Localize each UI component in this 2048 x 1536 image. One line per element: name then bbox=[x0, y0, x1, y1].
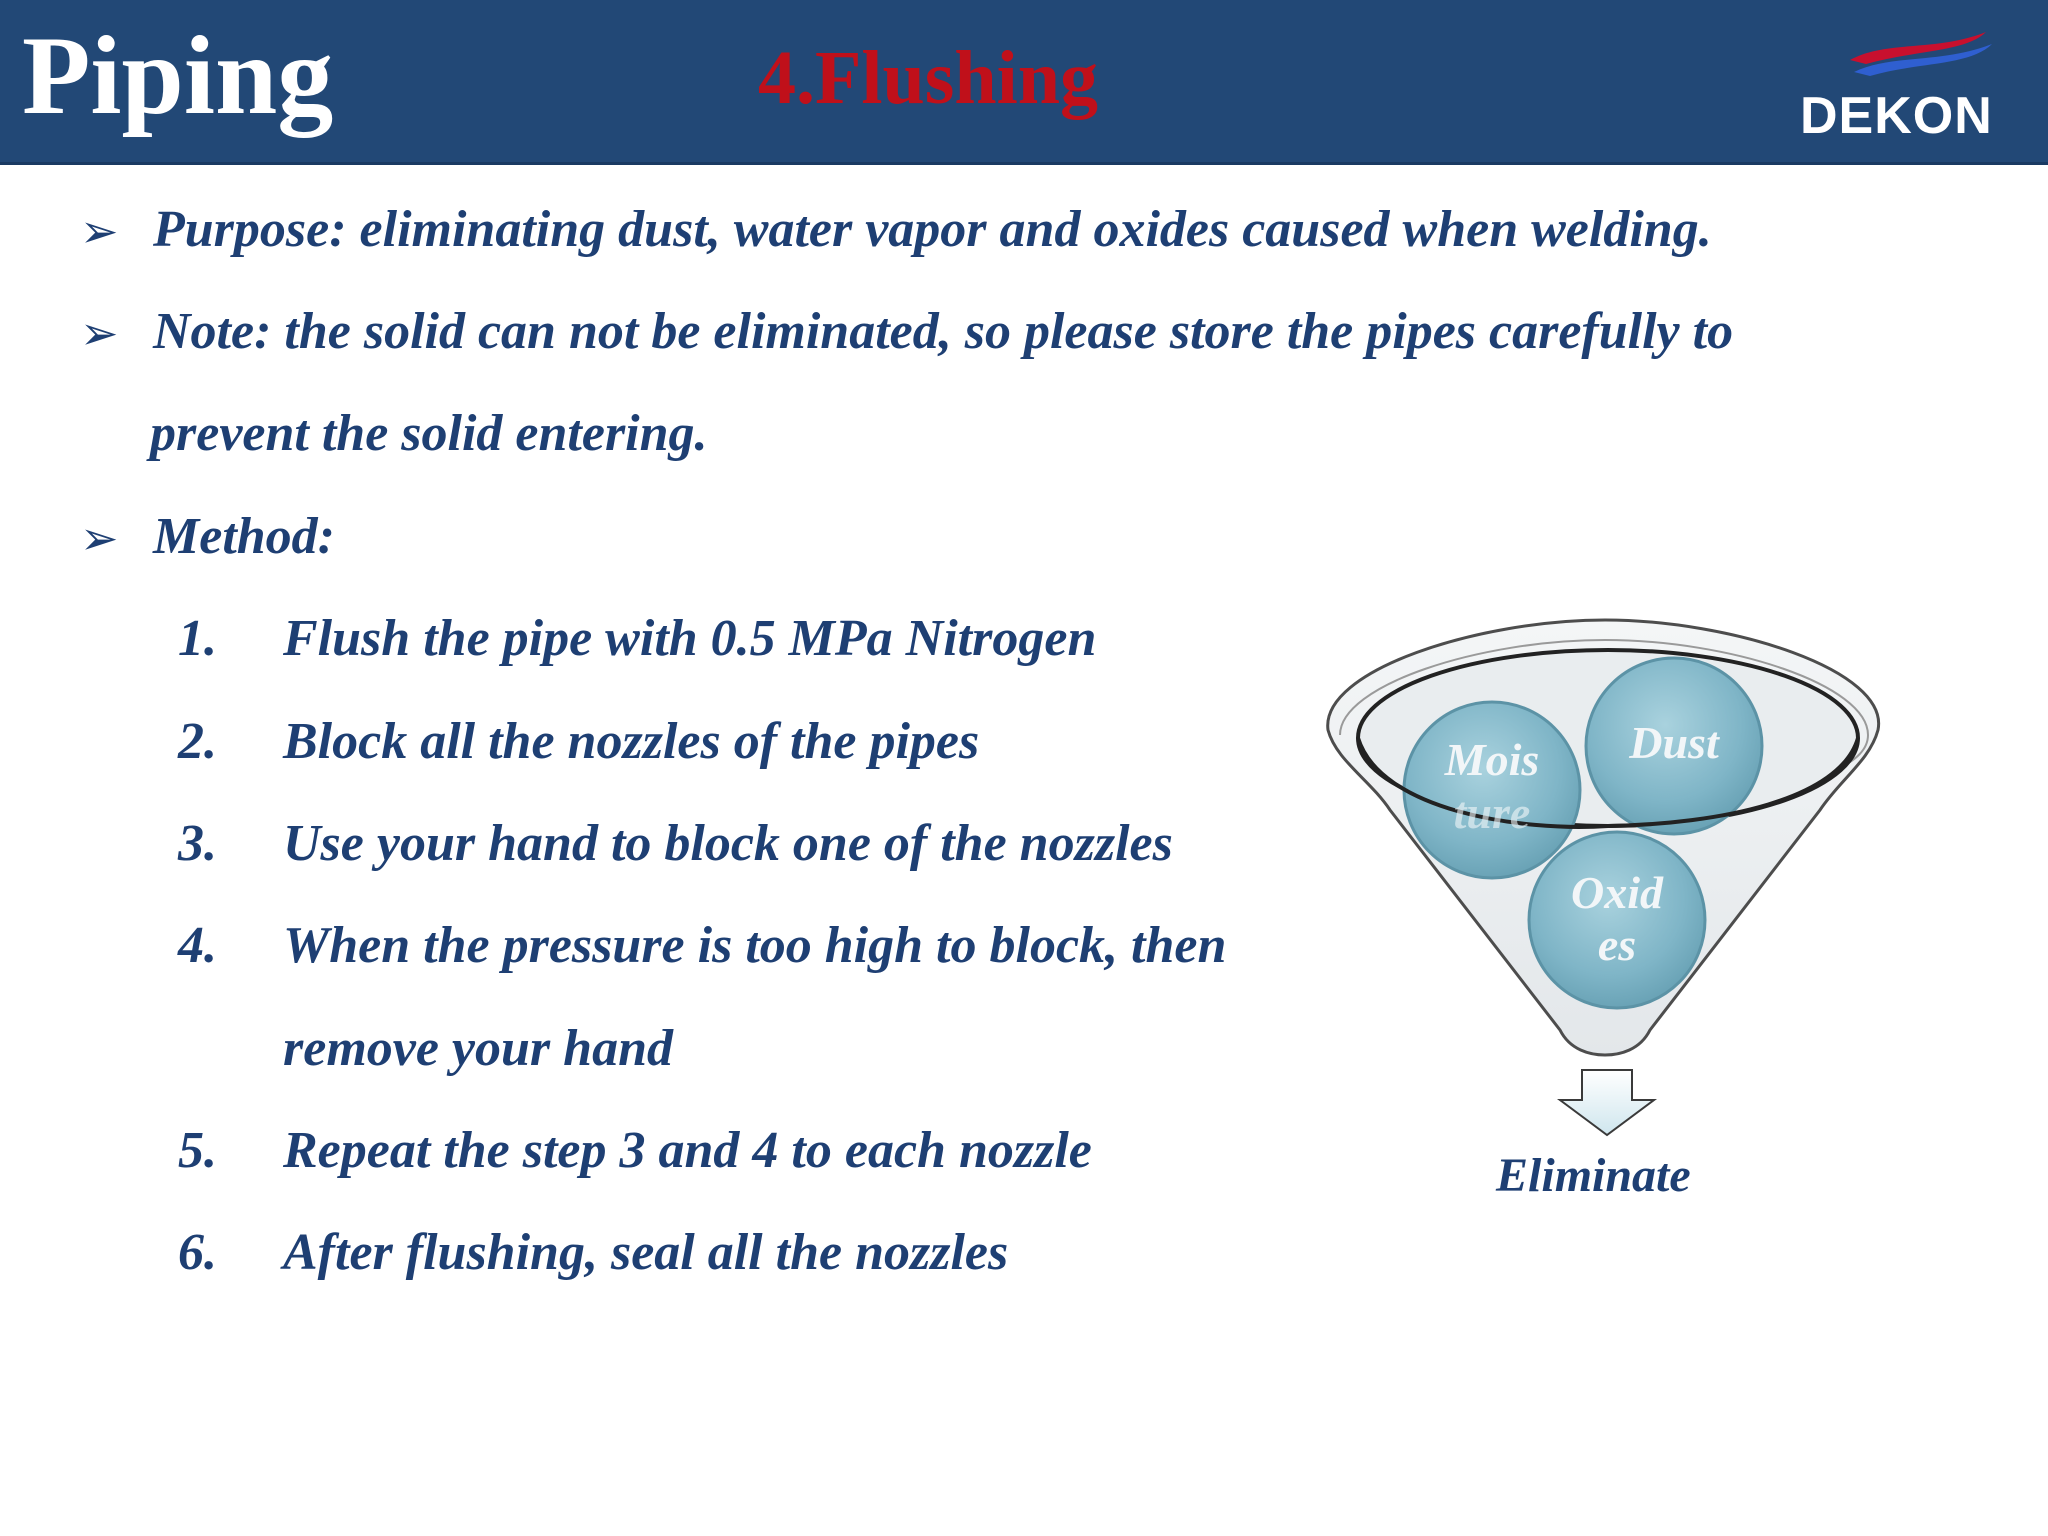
step-number: 3. bbox=[178, 815, 217, 872]
down-arrow-icon bbox=[1560, 1070, 1654, 1135]
bullet-method: Method: bbox=[153, 508, 335, 565]
step-text-continuation: remove your hand bbox=[283, 1020, 673, 1077]
step-text: When the pressure is too high to block, then bbox=[283, 917, 1227, 974]
arrow-bullet-icon: ➢ bbox=[80, 511, 119, 565]
step-number: 2. bbox=[178, 713, 217, 770]
bullet-purpose: Purpose: eliminating dust, water vapor and oxides caused when welding. bbox=[153, 201, 1712, 258]
funnel-graphic bbox=[1320, 610, 1890, 1230]
section-title: 4.Flushing bbox=[758, 36, 1099, 120]
ball-label: ture bbox=[1453, 787, 1531, 838]
ball-label: Oxid bbox=[1571, 867, 1663, 918]
step-text: After flushing, seal all the nozzles bbox=[283, 1224, 1009, 1281]
step-number: 6. bbox=[178, 1224, 217, 1281]
logo-swoosh-icon bbox=[1846, 30, 1996, 90]
step-text: Block all the nozzles of the pipes bbox=[283, 713, 980, 770]
dekon-logo bbox=[1790, 30, 2030, 150]
logo-text: DEKON bbox=[1800, 87, 1993, 145]
step-text: Use your hand to block one of the nozzles bbox=[283, 815, 1173, 872]
header-bar bbox=[0, 0, 2048, 165]
ball-label: Dust bbox=[1629, 717, 1719, 768]
ball-label: Mois bbox=[1444, 734, 1540, 785]
step-text: Repeat the step 3 and 4 to each nozzle bbox=[283, 1122, 1092, 1179]
funnel-diagram bbox=[1320, 610, 1890, 1230]
eliminate-label: Eliminate bbox=[1496, 1149, 1691, 1202]
ball-label: es bbox=[1597, 919, 1637, 970]
page-title: Piping bbox=[22, 14, 334, 138]
arrow-bullet-icon: ➢ bbox=[80, 306, 119, 360]
step-text: Flush the pipe with 0.5 MPa Nitrogen bbox=[283, 610, 1097, 667]
bullet-note-continuation: prevent the solid entering. bbox=[150, 405, 708, 462]
step-number: 4. bbox=[178, 917, 217, 974]
bullet-note: Note: the solid can not be eliminated, so please store the pipes carefully to bbox=[153, 303, 1734, 360]
arrow-bullet-icon: ➢ bbox=[80, 204, 119, 258]
step-number: 1. bbox=[178, 610, 217, 667]
step-number: 5. bbox=[178, 1122, 217, 1179]
